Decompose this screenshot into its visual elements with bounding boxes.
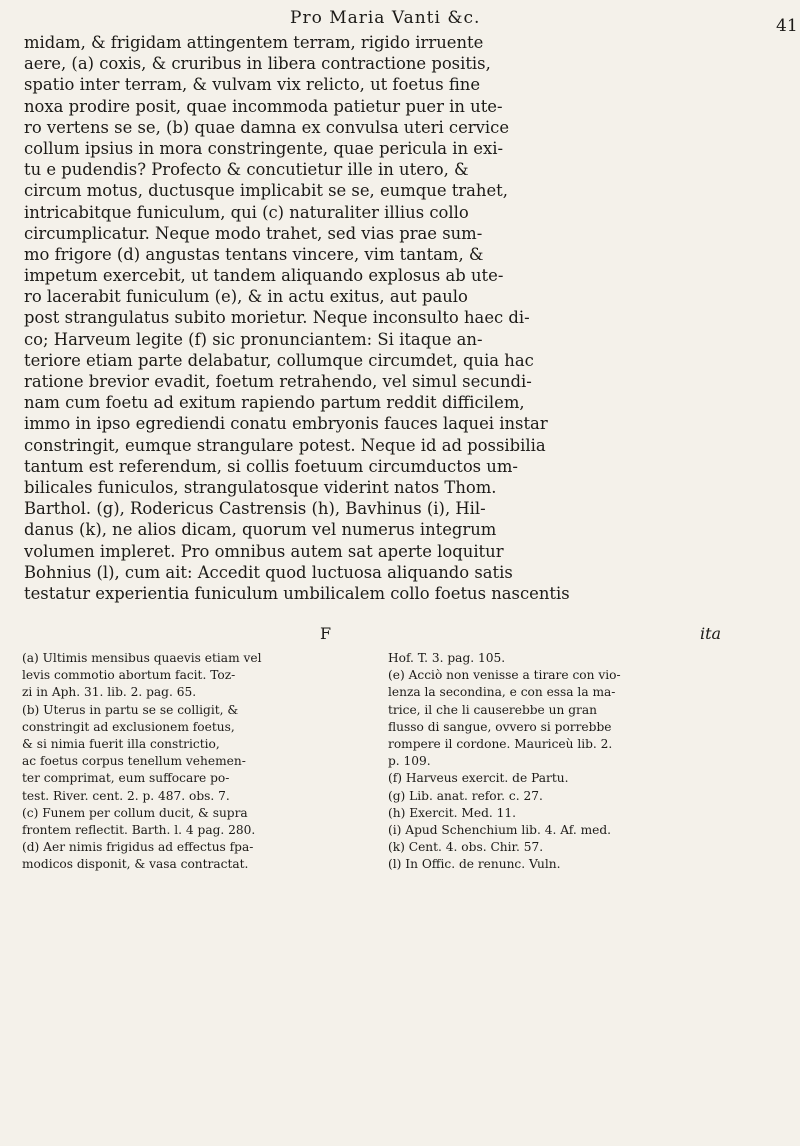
text-line: volumen impleret. Pro omnibus autem sat aperte loquitur — [24, 541, 504, 561]
footnote-line: (k) Cent. 4. obs. Chir. 57. — [388, 840, 544, 855]
footnote-line: ac foetus corpus tenellum vehemen- — [22, 754, 246, 769]
footnote-line: (l) In Offic. de renunc. Vuln. — [388, 857, 561, 872]
footnote-line: (f) Harveus exercit. de Partu. — [388, 771, 569, 786]
text-line: co; Harveum legite (f) sic pronunciantem: Si itaque an- — [24, 329, 483, 349]
text-line: bilicales funiculos, strangulatosque viderint natos Thom. — [24, 477, 497, 497]
footnote-line: (d) Aer nimis frigidus ad effectus fpa- — [22, 840, 254, 855]
text-line: spatio inter terram, & vulvam vix relicto, ut foetus fine — [24, 75, 481, 95]
text-line: constringit, eumque strangulare potest. Neque id ad possibilia — [24, 435, 546, 455]
text-line: circum motus, ductusque implicabit se se, eumque trahet, — [24, 181, 508, 201]
footnotes-right-column — [388, 650, 782, 873]
running-head: Pro Maria Vanti &c. — [290, 8, 481, 28]
footnote-line: ter comprimat, eum suffocare po- — [22, 771, 230, 786]
text-line: impetum exercebit, ut tandem aliquando explosus ab ute- — [24, 266, 504, 286]
footnote-line: constringit ad exclusionem foetus, — [22, 719, 235, 734]
text-line: ratione brevior evadit, foetum retrahendo, vel simul secundi- — [24, 372, 532, 391]
text-line: teriore etiam parte delabatur, collumque circumdet, quia hac — [24, 350, 534, 370]
text-line: Bohnius (l), cum ait: Accedit quod luctuosa aliquando satis — [24, 562, 513, 582]
text-line: collum ipsius in mora constringente, quae pericula in exi- — [24, 138, 504, 158]
footnote-line: levis commotio abortum facit. Toz- — [22, 668, 236, 683]
footnote-line: (i) Apud Schenchium lib. 4. Af. med. — [388, 822, 612, 837]
footnote-line: (c) Funem per collum ducit, & supra — [22, 805, 248, 820]
page-header — [40, 8, 798, 36]
main-text-block — [24, 32, 786, 643]
text-line: ro vertens se se, (b) quae damna ex convulsa uteri cervice — [24, 117, 510, 137]
footnote-line: test. River. cent. 2. p. 487. obs. 7. — [22, 788, 230, 803]
footnote-line: modicos disponit, & vasa contractat. — [22, 857, 249, 872]
footnote-line: flusso di sangue, ovvero si porrebbe — [388, 719, 612, 734]
text-line: post strangulatus subito morietur. Neque inconsulto haec di- — [24, 308, 530, 328]
text-line: midam, & frigidam attingentem terram, rigido irruente — [24, 33, 484, 52]
footnote-line: lenza la secondina, e con essa la ma- — [388, 685, 616, 700]
text-line: intricabitque funiculum, qui (c) naturaliter illius collo — [24, 202, 469, 222]
text-line: testatur experientia funiculum umbilicalem collo foetus nascentis — [24, 583, 570, 603]
footnote-line: & si nimia fuerit illa constrictio, — [22, 736, 220, 751]
signature-mark: F — [320, 624, 332, 643]
footnote-line: (e) Acciò non venisse a tirare con vio- — [388, 668, 621, 683]
footnote-line: Hof. T. 3. pag. 105. — [388, 651, 506, 665]
footnotes-left-column — [22, 650, 368, 873]
catchword: ita — [700, 624, 722, 643]
text-line: danus (k), ne alios dicam, quorum vel numerus integrum — [24, 520, 497, 540]
text-line: ro lacerabit funiculum (e), & in actu exitus, aut paulo — [24, 287, 468, 307]
footnote-line: (g) Lib. anat. refor. c. 27. — [388, 788, 543, 803]
text-line: noxa prodire posit, quae incommoda patietur puer in ute- — [24, 96, 503, 116]
text-line: immo in ipso egrediendi conatu embryonis fauces laquei instar — [24, 414, 548, 434]
text-line: circumplicatur. Neque modo trahet, sed vias prae sum- — [24, 223, 483, 243]
footnote-line: trice, il che li causerebbe un gran — [388, 702, 597, 717]
text-line: Barthol. (g), Rodericus Castrensis (h), Bavhinus (i), Hil- — [24, 499, 486, 519]
text-line: nam cum foetu ad exitum rapiendo partum reddit difficilem, — [24, 393, 525, 413]
text-line: tu e pudendis? Profecto & concutietur ille in utero, & — [24, 160, 469, 180]
footnotes — [22, 650, 782, 1090]
text-line: tantum est referendum, si collis foetuum circumductos um- — [24, 456, 518, 476]
footnote-line: (b) Uterus in partu se se colligit, & — [22, 702, 239, 717]
text-line: aere, (a) coxis, & cruribus in libera contractione positis, — [24, 54, 491, 74]
text-line: mo frigore (d) angustas tentans vincere, vim tantam, & — [24, 244, 484, 264]
footnote-line: rompere il cordone. Mauriceù lib. 2. — [388, 736, 613, 751]
footnote-line: p. 109. — [388, 754, 431, 769]
signature-row — [24, 624, 786, 646]
footnote-line: zi in Aph. 31. lib. 2. pag. 65. — [22, 685, 197, 700]
footnote-line: frontem reflectit. Barth. l. 4 pag. 280. — [22, 822, 256, 837]
page-number: 41 — [776, 16, 798, 36]
footnote-line: (a) Ultimis mensibus quaevis etiam vel — [22, 651, 262, 665]
footnote-line: (h) Exercit. Med. 11. — [388, 805, 517, 820]
